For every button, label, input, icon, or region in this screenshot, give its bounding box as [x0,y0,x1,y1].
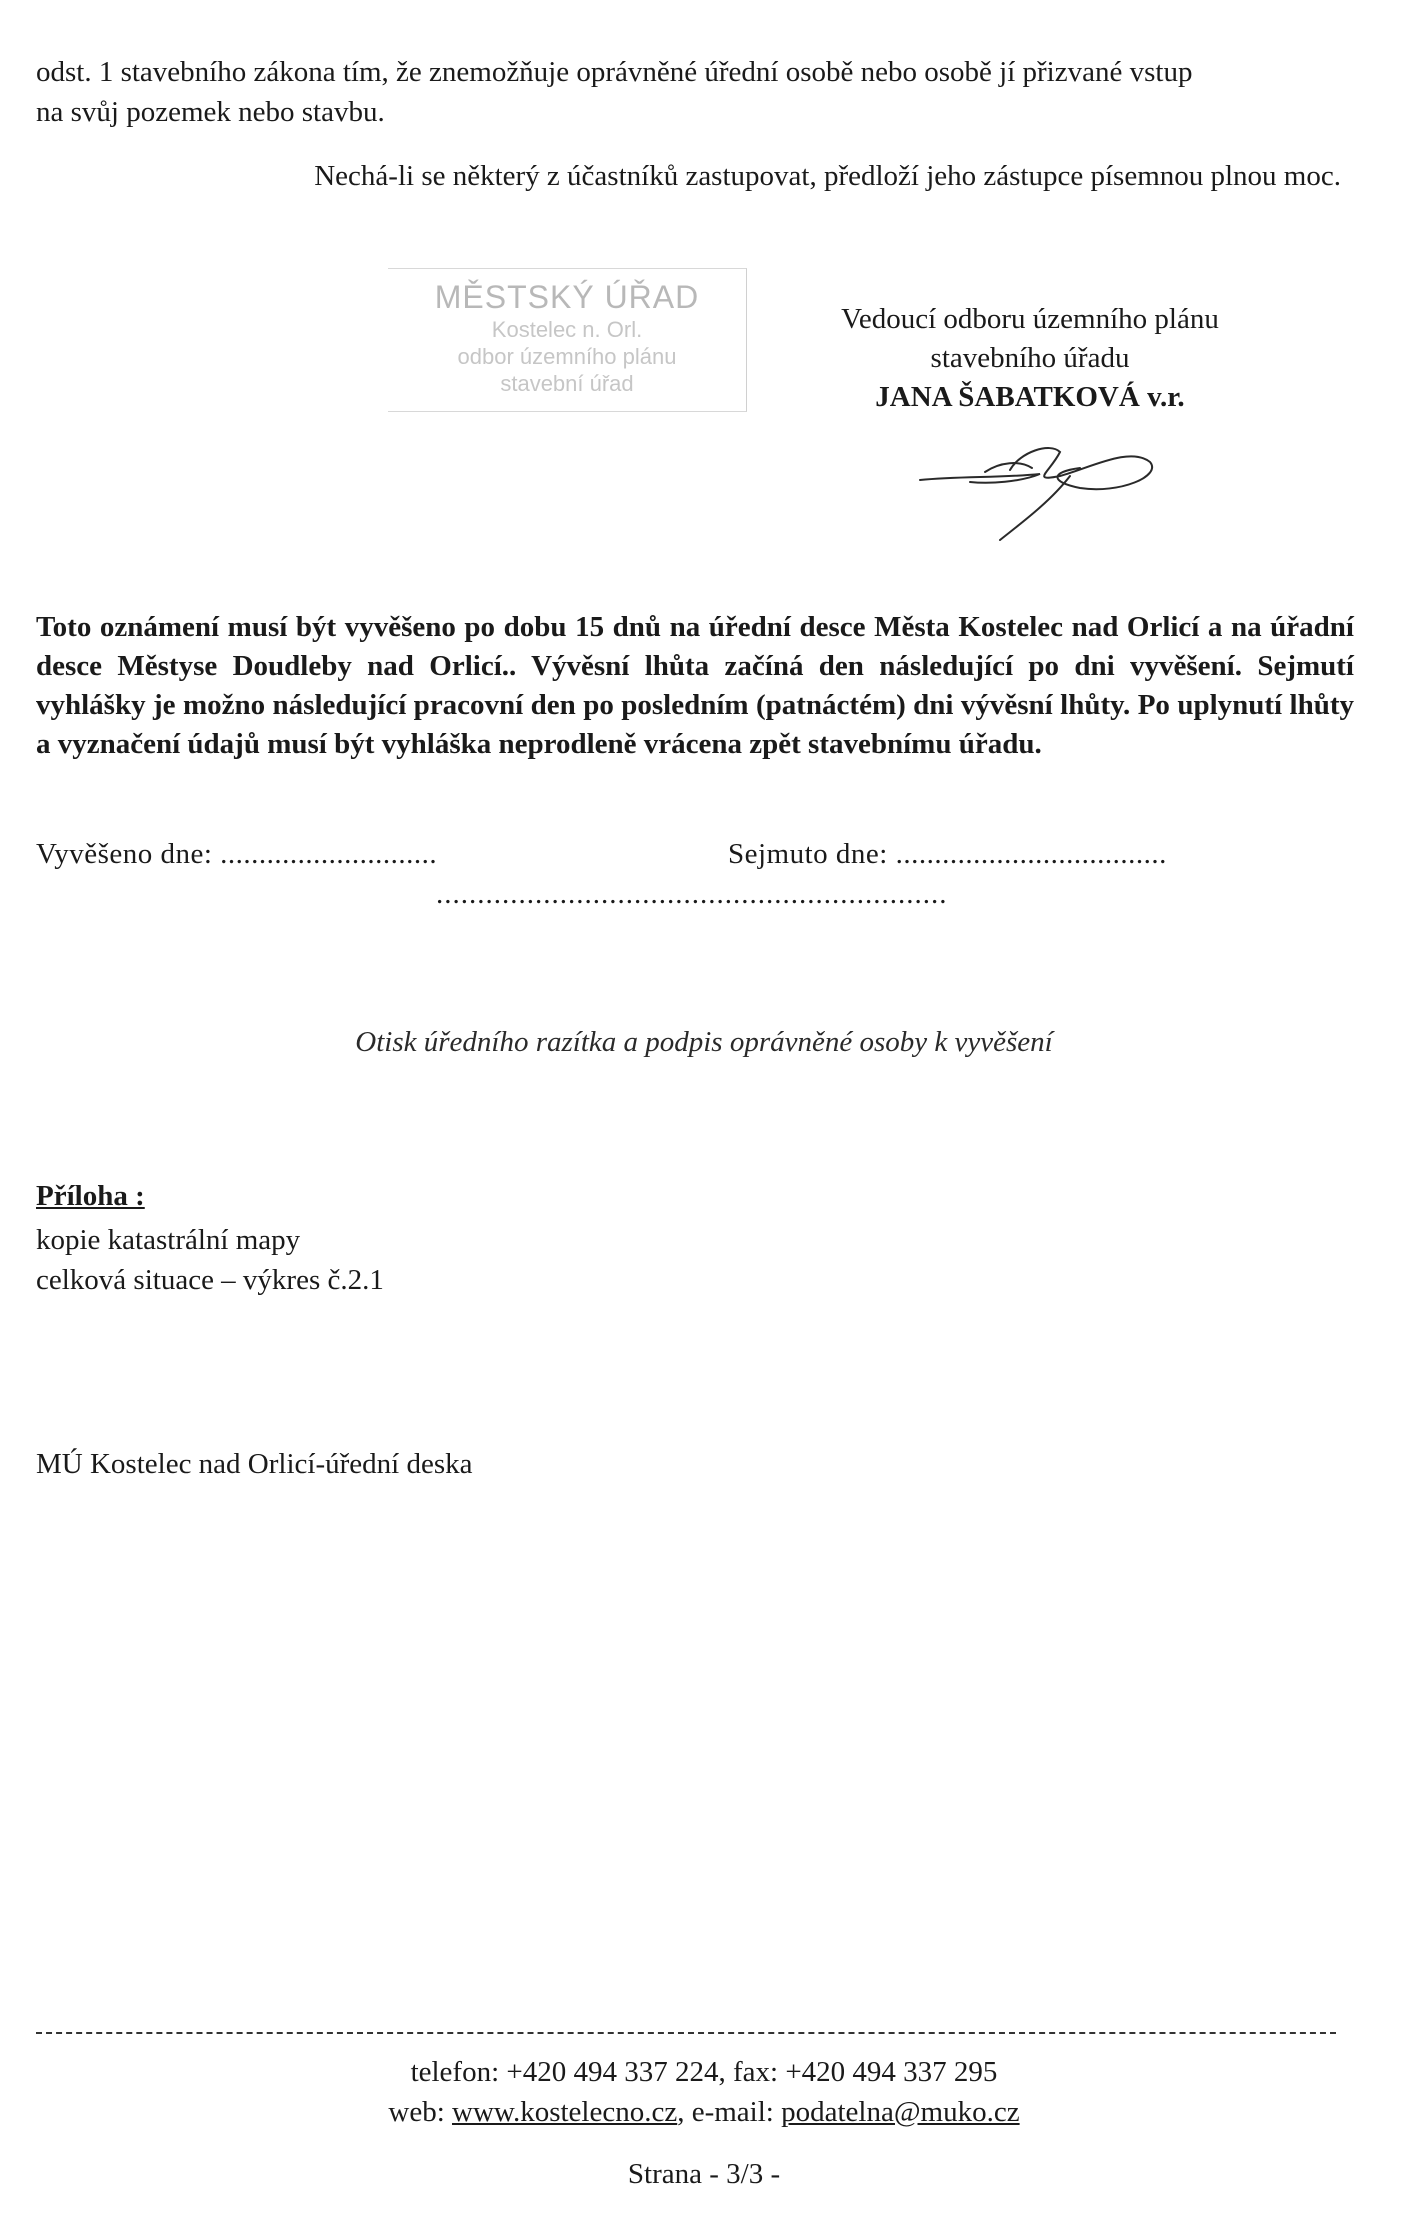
page-number: Strana - 3/3 - [627,2158,781,2190]
signer-name: JANA ŠABATKOVÁ v.r. [875,381,1185,413]
signer-role-line-2: stavebního úřadu [930,342,1130,374]
email-link[interactable]: podatelna@muko.cz [781,2096,1020,2128]
attachments-title: Příloha : [36,1180,145,1212]
stamp-signature-note: Otisk úředního razítka a podpis oprávněné osoby k vyvěšení [355,1026,1053,1058]
intro-paragraph [36,52,1366,132]
stamp-title: MĚSTSKÝ ÚŘAD [434,279,700,315]
footer-divider [36,2032,1336,2034]
web-label: web: [388,2096,453,2128]
website-link[interactable]: www.kostelecno.cz [452,2096,678,2128]
representation-paragraph: Nechá-li se některý z účastníků zastupovat, předloží jeho zástupce písemnou plnou moc. [314,160,1341,192]
handwritten-signature [900,432,1180,542]
posted-date-field: Vyvěšeno dne: ............................ [36,838,438,870]
signer-block [800,300,1260,417]
stamp-line-2: odbor územního plánu [457,344,677,369]
attachments-list [36,1220,384,1300]
attachment-item: celková situace – výkres č.2.1 [36,1264,384,1296]
intro-line-2: na svůj pozemek nebo stavbu. [36,96,385,128]
footer-web-line [0,2092,1408,2132]
removed-date-field: Sejmuto dne: ................................... [728,838,1167,870]
email-label: , e-mail: [677,2096,782,2128]
notice-board-label: MÚ Kostelec nad Orlicí-úřední deska [36,1448,473,1480]
footer-contacts [0,2052,1408,2132]
attachment-item: kopie katastrální mapy [36,1224,301,1256]
posting-notice: Toto oznámení musí být vyvěšeno po dobu 15 dnů na úřední desce Města Kostelec nad Orlicí a na úřadní desce Městyse Doudleby nad Orlicí.. Vývěsní lhůta začíná den následující po dni vyvěšení. Sejmutí vyhlášky je možno následující pracovní den po posledním (patnáctém) dni vývěsní lhůty. Po uplynutí lhůty a vyznačení údajů musí být vyhláška neprodleně vrácena zpět stavebnímu úřadu. [36,611,1354,760]
stamp-line-3: stavební úřad [500,371,634,396]
intro-line-1: odst. 1 stavebního zákona tím, že znemožňuje oprávněné úřední osobě nebo osobě jí přizvané vstup [36,56,1193,88]
stamp-line-1: Kostelec n. Orl. [491,317,643,342]
signature-line: .............................................................. [436,878,948,910]
footer-phone-line: telefon: +420 494 337 224, fax: +420 494 337 295 [410,2056,998,2088]
office-stamp [388,268,747,412]
signer-role-line-1: Vedoucí odboru územního plánu [841,303,1219,335]
